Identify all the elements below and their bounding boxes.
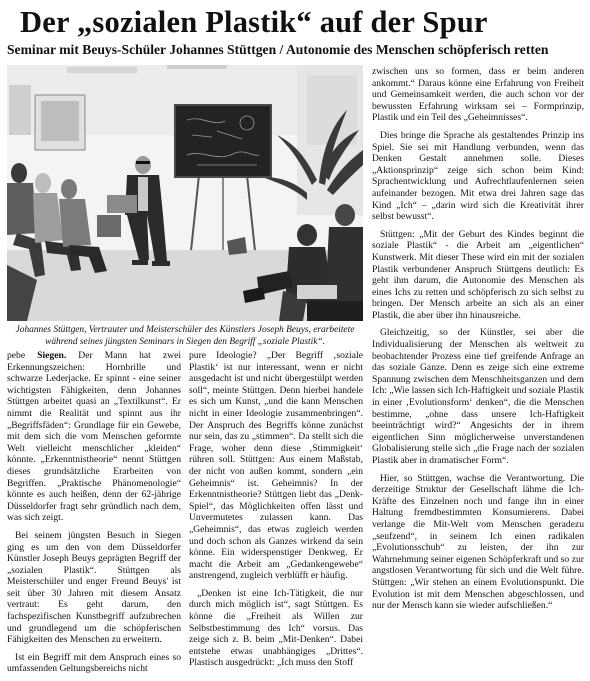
photo-caption: Johannes Stüttgen, Vertrauter und Meisterschüler des Künstlers Joseph Beuys, erarbeitete während seines jüngsten Seminars in Siegen den Begriff „soziale Plastik“. — [15, 325, 355, 347]
seminar-photo — [7, 65, 363, 321]
article-paragraph: Stüttgen: „Mit der Geburt des Kindes beginnt die soziale Plastik“ - die Arbeit am „eigentlichen“ Kunstwerk. Mit dieser These wird ein mit der sozialen Plastik verbundener Anspruch Stüttgens deutlich: Es geht ihm darum, die Autonomie des Menschen als eines Ichs zu retten und schöpferisch zu sich selbst zu bringen. Der Mensch arbeite an sich als an einer Plastik, die aber über ihn hinausreiche. — [372, 228, 584, 321]
article-paragraph: „Denken ist eine Ich-Tätigkeit, die nur durch mich möglich ist“, sagt Stüttgen. Es könne die „Freiheit als Willen zur Selbstbestimmung des Ich“ vorsus. Das zeige sich z. B. beim „Mit-Denken“. Dabei entstehe etwas unabhängiges „Drittes“. Plastisch ausgedrückt: „Ich muss den Stoff — [189, 587, 363, 669]
article-paragraph: Ist ein Begriff mit dem Anspruch eines so umfassenden Geltungsbereichs nicht — [7, 651, 181, 675]
paragraph-text: Der Mann hat zwei Erkennungszeichen: Hornbrille und schwarze Lederjacke. Er spinnt - eine seiner wichtigsten Fähigkeiten, denn Johannes Stüttgen arbeitet quasi an „Textilkunst“. Er nimmt die Realität und spinnt aus ihr „Begriffsfäden“: Grundlage für ein Gewebe, mit dem sich die vom Menschen geformte Welt vielleicht menschlicher „kleiden“ könnte. „Erkenntnistheorie“ nennt Stüttgen dieses grundsätzliche Erarbeiten von Begriffen. „Praktische Phänomenologie“ könnte es auch heißen, denn der 62-jährige Düsseldorfer fragt sehr gründlich nach dem, was sich zeigt. — [7, 350, 181, 524]
author-initials: pebe — [7, 350, 26, 361]
article-column-1 — [7, 350, 181, 681]
article-column-2 — [189, 350, 363, 675]
subheadline: Seminar mit Beuys-Schüler Johannes Stüttgen / Autonomie des Menschen schöpferisch retten — [7, 42, 549, 57]
article-paragraph: zwischen uns so formen, dass er beim anderen ankommt.“ Daraus könne eine Erfahrung von Freiheit und Gemeinsamkeit werden, die auch schon vor der bewussten Erfahrung wirksam sei – Formprinzip, Plastik und ein Teil des „Geheimnisses“. — [372, 66, 584, 124]
article-paragraph: Hier, so Stüttgen, wachse die Verantwortung. Die derzeitige Struktur der Gesellschaft lähme die Ich-Kräfte des Einzelnen noch und fange ihn in einer Haltung fremdbestimmten Konsumierens. Dabei verlange die Mit-Welt vom Menschen geradezu „seufzend“, in seinem Ich einen radikalen „Evolutionsschub“ zu leisten, der ihn zur Wahrnehmung seiner eigenen Schöpferkraft und so zur angstlosen Verantwortung für sich und die Welt führe. Stüttgen: „Wir stehen an einem Evolutionspunkt. Die Evolution ist mit dem Menschen abgeschlossen, und nur der Mensch kann sie wieder aufschließen.“ — [372, 472, 584, 612]
article-paragraph: Bei seinem jüngsten Besuch in Siegen ging es um den von dem Düsseldorfer Künstler Joseph Beuys geprägten Begriff der „sozialen Plastik“. Stüttgen als Meisterschüler und enger Freund Beuys' ist seit über 30 Jahren mit diesem Ansatz vertraut: Es geht darum, den fachspezifischen Kunstbegriff aufzubrechen und grundlegend um die schöpferischen Fähigkeiten des Menschen zu erweitern. — [7, 529, 181, 646]
article-paragraph — [7, 350, 181, 524]
dateline: Siegen. — [37, 350, 67, 361]
article-paragraph: Dies bringe die Sprache als gestaltendes Prinzip ins Spiel. Sie sei mit Handlung verbunden, wenn das Denken Gestalt annehmen solle. Dieses „Aktionsprinzip“ zeige sich schon beim Kind: Sprachentwicklung und Aufrechtlaufenlernen seien aufeinander bezogen. Mit etwa drei Jahren sage das Kind „Ich“ – „darin wird sich die Kreativität ihrer selbst bewusst“. — [372, 129, 584, 223]
headline: Der „sozialen Plastik“ auf der Spur — [20, 5, 488, 39]
article-column-3 — [372, 66, 584, 618]
article-paragraph: pure Ideologie? „Der Begriff ‚soziale Plastik‘ ist nur interessant, wenn er nicht ausgedacht ist und nicht übergestülpt werden soll“, meinte Stüttgen. Denn hierbei handele es sich um Kunst, „und die kann Menschen nicht in einer Ideologie zusammenbringen“. Der Anspruch des Begriffs könne zunächst nur sein, das zu „stimmen“. Da stellt sich die Frage, woher denn diese ‚Stimmigkeit‘ rühren soll. Stüttgen: Aus einem Maßstab, der nicht von außen kommt, sondern „ein Geheimnis“ ist. Geheimnis? In der Erkenntnistheorie? Stüttgen liebt das „Denk-Spiel“, das Möglichkeiten offen lässt und Unvermutetes zulassen kann. Das „Geheimnis“, das etwas zugleich werden und doch schon als Ganzes wirkend da sein könne. Ein widerspenstiger Denkweg. Er macht die Arbeit am „Gedankengewebe“ anstrengend, zugleich verblüfft er häufig. — [189, 350, 363, 582]
article-paragraph: Gleichzeitig, so der Künstler, sei aber die Individualisierung der Menschen als weltweit zu beobachtender Prozess eine tief greifende Anfrage an das soziale Ganze. Denn es zeige sich eine extreme Spannung zwischen dem Menschheitsganzen und dem Ich: „Wie lassen sich Ich-Haftigkeit und soziale Plastik in einer ‚Evolutionsform‘ denken“, die die Menschen bestimme, „ohne dass unsere Ich-Haftigkeit beeinträchtigt wird?“ Angesichts der in ihrem eigentlichen Sinn möglicherweise unverstandenen Globalisierung stelle sich „die Frage nach der sozialen Plastik aber in dramatischer Form“. — [372, 327, 584, 466]
